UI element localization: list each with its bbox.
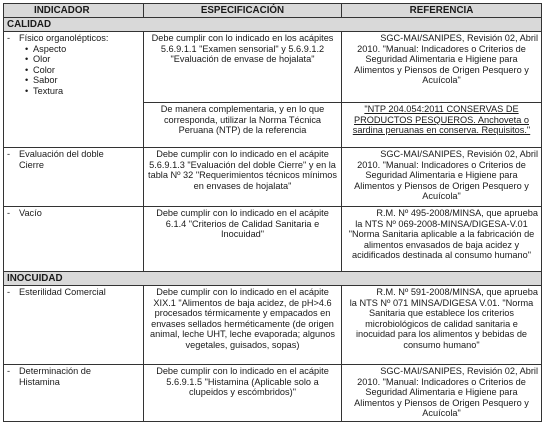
ref-cell: R.M. Nº 591-2008/MINSA, que aprueba la NTS Nº 071 MINSA/DIGESA V.01. "Norma Sanitaria que establece los criterios microbiológicos de calidad sanitaria e inocuidad para los alimentos y bebidas de consumo humano" (342, 286, 542, 365)
spec-cell: Debe cumplir con lo indicado en el acápite 6.1.4 "Criterios de Calidad Sanitaria e Inocuidad" (144, 207, 342, 272)
ref-cell: R.M. Nº 495-2008/MINSA, que aprueba la NTS Nº 069-2008-MINSA/DIGESA-V.01 "Norma Sanitaria aplicable a la fabricación de alimentos envasados de baja acidez y acidificados destinada al consumo humano" (342, 207, 542, 272)
ref-cell: SGC-MAI/SANIPES, Revisión 02, Abril 2010. "Manual: Indicadores o Criterios de Seguridad Alimentaria e Higiene para Alimentos y Piensos de Origen Pesquero y Acuícola" (342, 32, 542, 103)
section-inocuidad: INOCUIDAD (4, 272, 542, 286)
spec-cell: Debe cumplir con lo indicado en los acápites 5.6.9.1.1 "Examen sensorial" y 5.6.9.1.2 "Evaluación de envase de hojalata" (144, 32, 342, 103)
table-row (4, 32, 542, 103)
header-row (4, 4, 542, 18)
spec-cell: Debe cumplir con lo indicado en el acápite XIX.1 "Alimentos de baja acidez, de pH>4.6 procesados térmicamente y empacados en envases sellados herméticamente (de origen animal, leche UHT, leche evaporada; algunos vegetales, guisados, sopas) (144, 286, 342, 365)
indicator-cell: - Vacío (4, 207, 144, 272)
header-indicador: INDICADOR (4, 4, 144, 18)
list-item: • Sabor (7, 75, 140, 86)
spec-cell: Debe cumplir con lo indicado en el acápite 5.6.9.1.3 "Evaluación del doble Cierre" y en la tabla Nº 32 "Requerimientos técnicos mínimos en envases de hojalata" (144, 148, 342, 207)
indicator-cell: - Esterilidad Comercial (4, 286, 144, 365)
header-especificacion: ESPECIFICACIÓN (144, 4, 342, 18)
ref-cell: SGC-MAI/SANIPES, Revisión 02, Abril 2010. "Manual: Indicadores o Criterios de Seguridad Alimentaria e Higiene para Alimentos y Piensos de Origen Pesquero y Acuícola" (342, 148, 542, 207)
spec-cell: Debe cumplir con lo indicado en el acápite 5.6.9.1.5 "Histamina (Aplicable solo a clupeidos y escómbridos)" (144, 365, 342, 422)
section-row-inocuidad (4, 272, 542, 286)
indicator-label: - Físico organolépticos: (7, 33, 109, 43)
list-item: • Textura (7, 86, 140, 97)
section-calidad: CALIDAD (4, 18, 542, 32)
indicator-cell: - Evaluación del doble Cierre (4, 148, 144, 207)
ref-cell: SGC-MAI/SANIPES, Revisión 02, Abril 2010. "Manual: Indicadores o Criterios de Seguridad Alimentaria e Higiene para Alimentos y Piensos de Origen Pesquero y Acuícola" (342, 365, 542, 422)
table-row (4, 365, 542, 422)
ref-cell: "NTP 204.054:2011 CONSERVAS DE PRODUCTOS PESQUEROS. Anchoveta o sardina peruanas en conserva. Requisitos." (342, 103, 542, 148)
header-referencia: REFERENCIA (342, 4, 542, 18)
table-row (4, 148, 542, 207)
indicator-cell (4, 32, 144, 148)
indicator-cell: - Determinación de Histamina (4, 365, 144, 422)
list-item: • Olor (7, 54, 140, 65)
table-row (4, 207, 542, 272)
list-item: • Color (7, 65, 140, 76)
section-row-calidad (4, 18, 542, 32)
requirements-table (3, 3, 542, 422)
spec-cell: De manera complementaria, y en lo que corresponda, utilizar la Norma Técnica Peruana (NTP) de la referencia (144, 103, 342, 148)
table-row (4, 286, 542, 365)
list-item: • Aspecto (7, 44, 140, 55)
